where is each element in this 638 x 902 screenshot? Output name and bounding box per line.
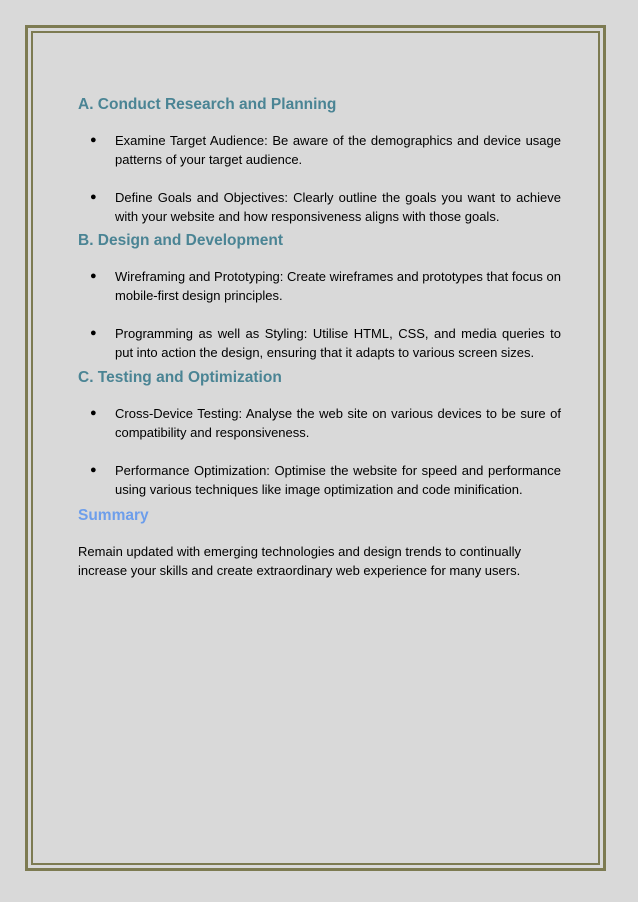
bullet-icon: ● bbox=[90, 134, 97, 146]
bullet-icon: ● bbox=[90, 270, 97, 282]
list-gap bbox=[78, 305, 561, 324]
section-heading-design: B. Design and Development bbox=[78, 232, 283, 249]
bullet-list-testing bbox=[78, 404, 561, 499]
bullet-list-design bbox=[78, 267, 561, 362]
bullet-icon: ● bbox=[90, 407, 97, 419]
section-heading-testing: C. Testing and Optimization bbox=[78, 369, 282, 386]
list-item bbox=[78, 404, 561, 442]
list-item bbox=[78, 188, 561, 226]
list-item bbox=[78, 461, 561, 499]
list-item-text: Programming as well as Styling: Utilise HTML, CSS, and media queries to put into action the design, ensuring that it adapts to various screen sizes. bbox=[115, 326, 561, 360]
list-gap bbox=[78, 169, 561, 188]
list-item-text: Performance Optimization: Optimise the website for speed and performance using various techniques like image optimization and code minification. bbox=[115, 463, 561, 497]
bullet-list-research bbox=[78, 131, 561, 226]
list-gap bbox=[78, 442, 561, 461]
summary-heading: Summary bbox=[78, 507, 149, 524]
list-item-text: Define Goals and Objectives: Clearly outline the goals you want to achieve with your website and how responsiveness aligns with those goals. bbox=[115, 190, 561, 224]
list-item-text: Wireframing and Prototyping: Create wireframes and prototypes that focus on mobile-first design principles. bbox=[115, 269, 561, 303]
bullet-icon: ● bbox=[90, 191, 97, 203]
list-item-text: Cross-Device Testing: Analyse the web site on various devices to be sure of compatibility and responsiveness. bbox=[115, 406, 561, 440]
list-item bbox=[78, 324, 561, 362]
bullet-icon: ● bbox=[90, 464, 97, 476]
section-heading-research: A. Conduct Research and Planning bbox=[78, 96, 337, 113]
list-item bbox=[78, 267, 561, 305]
summary-paragraph: Remain updated with emerging technologies and design trends to continually increase your skills and create extraordinary web experience for many users. bbox=[78, 544, 522, 578]
bullet-icon: ● bbox=[90, 327, 97, 339]
list-item bbox=[78, 131, 561, 169]
list-item-text: Examine Target Audience: Be aware of the demographics and device usage patterns of your target audience. bbox=[115, 133, 561, 167]
